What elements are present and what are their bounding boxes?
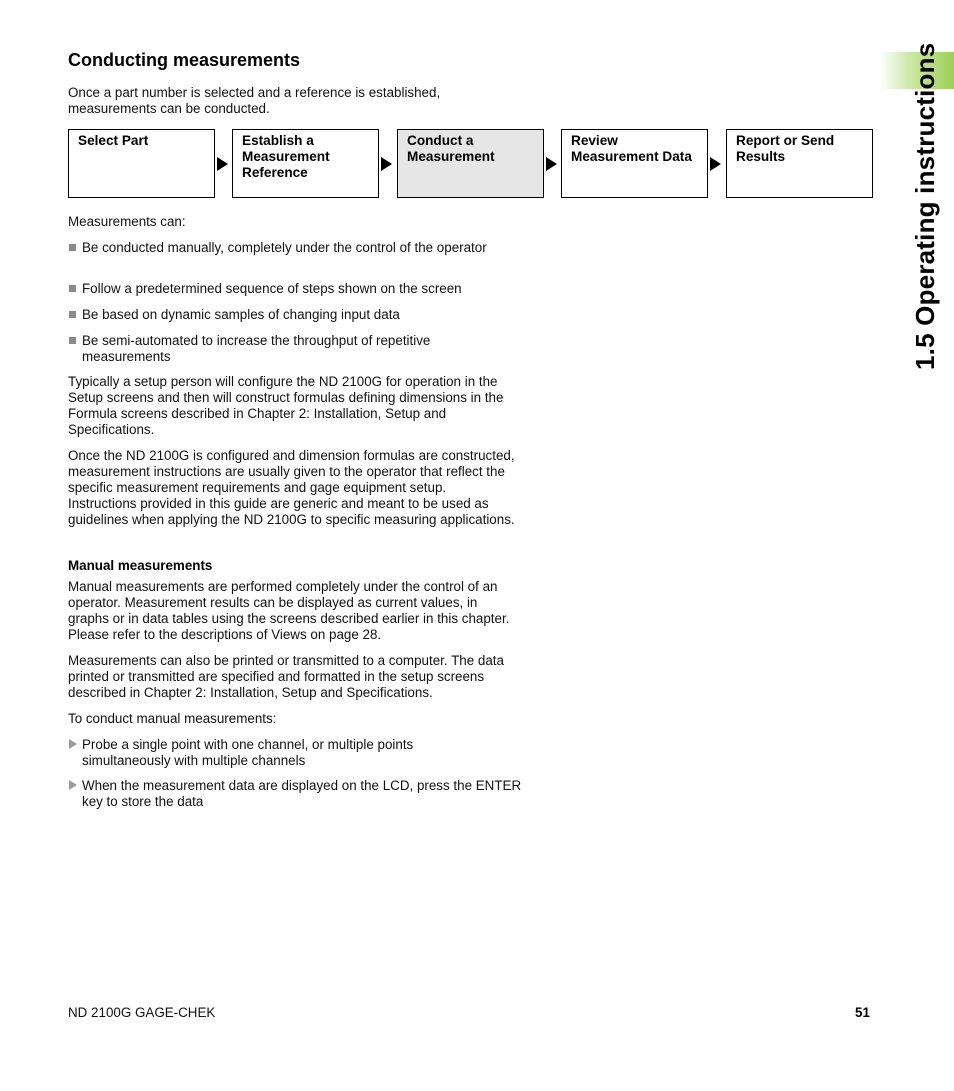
flow-step-label: Conduct a Measurement xyxy=(407,133,495,164)
flow-step-label: Establish a Measurement Reference xyxy=(242,133,330,180)
square-bullet-icon xyxy=(69,244,76,251)
flow-step-label: Review Measurement Data xyxy=(571,133,692,164)
manual-paragraph-1: Manual measurements are performed completely under the control of an operator. Measurement results can be displayed as current values, in graphs or in data tables using the screens described earlier in this chapter. Please refer to the descriptions of Views on page 28. xyxy=(68,579,510,642)
list-item-text: Be conducted manually, completely under the control of the operator xyxy=(82,240,487,255)
intro-paragraph: Once a part number is selected and a reference is established, measurements can be conducted. xyxy=(68,85,441,116)
flow-step-review-data xyxy=(561,129,708,198)
right-triangle-arrow-icon xyxy=(217,157,228,171)
page-heading: Conducting measurements xyxy=(68,50,301,70)
list-item xyxy=(68,240,512,256)
flow-step-label: Select Part xyxy=(78,133,149,148)
footer-page-number: 51 xyxy=(855,1005,870,1020)
step-triangle-icon xyxy=(69,739,77,749)
list-item-text: Be semi-automated to increase the throughput of repetitive measurements xyxy=(82,333,431,364)
list-item xyxy=(68,778,522,810)
list-item-text: Follow a predetermined sequence of steps shown on the screen xyxy=(82,281,462,296)
flow-step-establish-reference xyxy=(232,129,379,198)
flow-step-select-part xyxy=(68,129,215,198)
manual-paragraph-2: Measurements can also be printed or transmitted to a computer. The data printed or transmitted are specified and formatted in the setup screens described in Chapter 2: Installation, Setup and Specifications. xyxy=(68,653,504,700)
manual-steps-intro: To conduct manual measurements: xyxy=(68,711,277,726)
list-item xyxy=(68,737,502,769)
right-triangle-arrow-icon xyxy=(710,157,721,171)
list-item-text: Probe a single point with one channel, or multiple points simultaneously with multiple channels xyxy=(82,737,414,768)
list-item xyxy=(68,307,522,323)
right-triangle-arrow-icon xyxy=(381,157,392,171)
square-bullet-icon xyxy=(69,311,76,318)
setup-paragraph: Typically a setup person will configure the ND 2100G for operation in the Setup screens and then will construct formulas defining dimensions in the Formula screens described in Chapter 2: Installation, Setup and Specifications. xyxy=(68,374,504,437)
process-flow xyxy=(68,129,874,198)
measurements-can-intro: Measurements can: xyxy=(68,214,186,229)
step-triangle-icon xyxy=(69,780,77,790)
list-item-text: Be based on dynamic samples of changing input data xyxy=(82,307,400,322)
list-item-text: When the measurement data are displayed on the LCD, press the ENTER key to store the data xyxy=(82,778,522,809)
flow-step-conduct-measurement xyxy=(397,129,544,198)
right-triangle-arrow-icon xyxy=(546,157,557,171)
square-bullet-icon xyxy=(69,337,76,344)
square-bullet-icon xyxy=(69,285,76,292)
section-title-vertical xyxy=(910,42,950,372)
configured-paragraph: Once the ND 2100G is configured and dimension formulas are constructed, measurement instructions are usually given to the operator that reflect the specific measurement requirements and gage equipment setup. Instructions provided in this guide are generic and meant to be used as guidelines when applying the ND 2100G to specific measuring applications. xyxy=(68,448,515,527)
section-title-text: 1.5 Operating instructions xyxy=(910,42,940,370)
flow-step-label: Report or Send Results xyxy=(736,133,835,164)
manual-measurements-heading: Manual measurements xyxy=(68,558,213,573)
list-item xyxy=(68,333,512,365)
footer-product-name: ND 2100G GAGE-CHEK xyxy=(68,1005,216,1020)
list-item xyxy=(68,281,522,297)
flow-step-report-results xyxy=(726,129,873,198)
